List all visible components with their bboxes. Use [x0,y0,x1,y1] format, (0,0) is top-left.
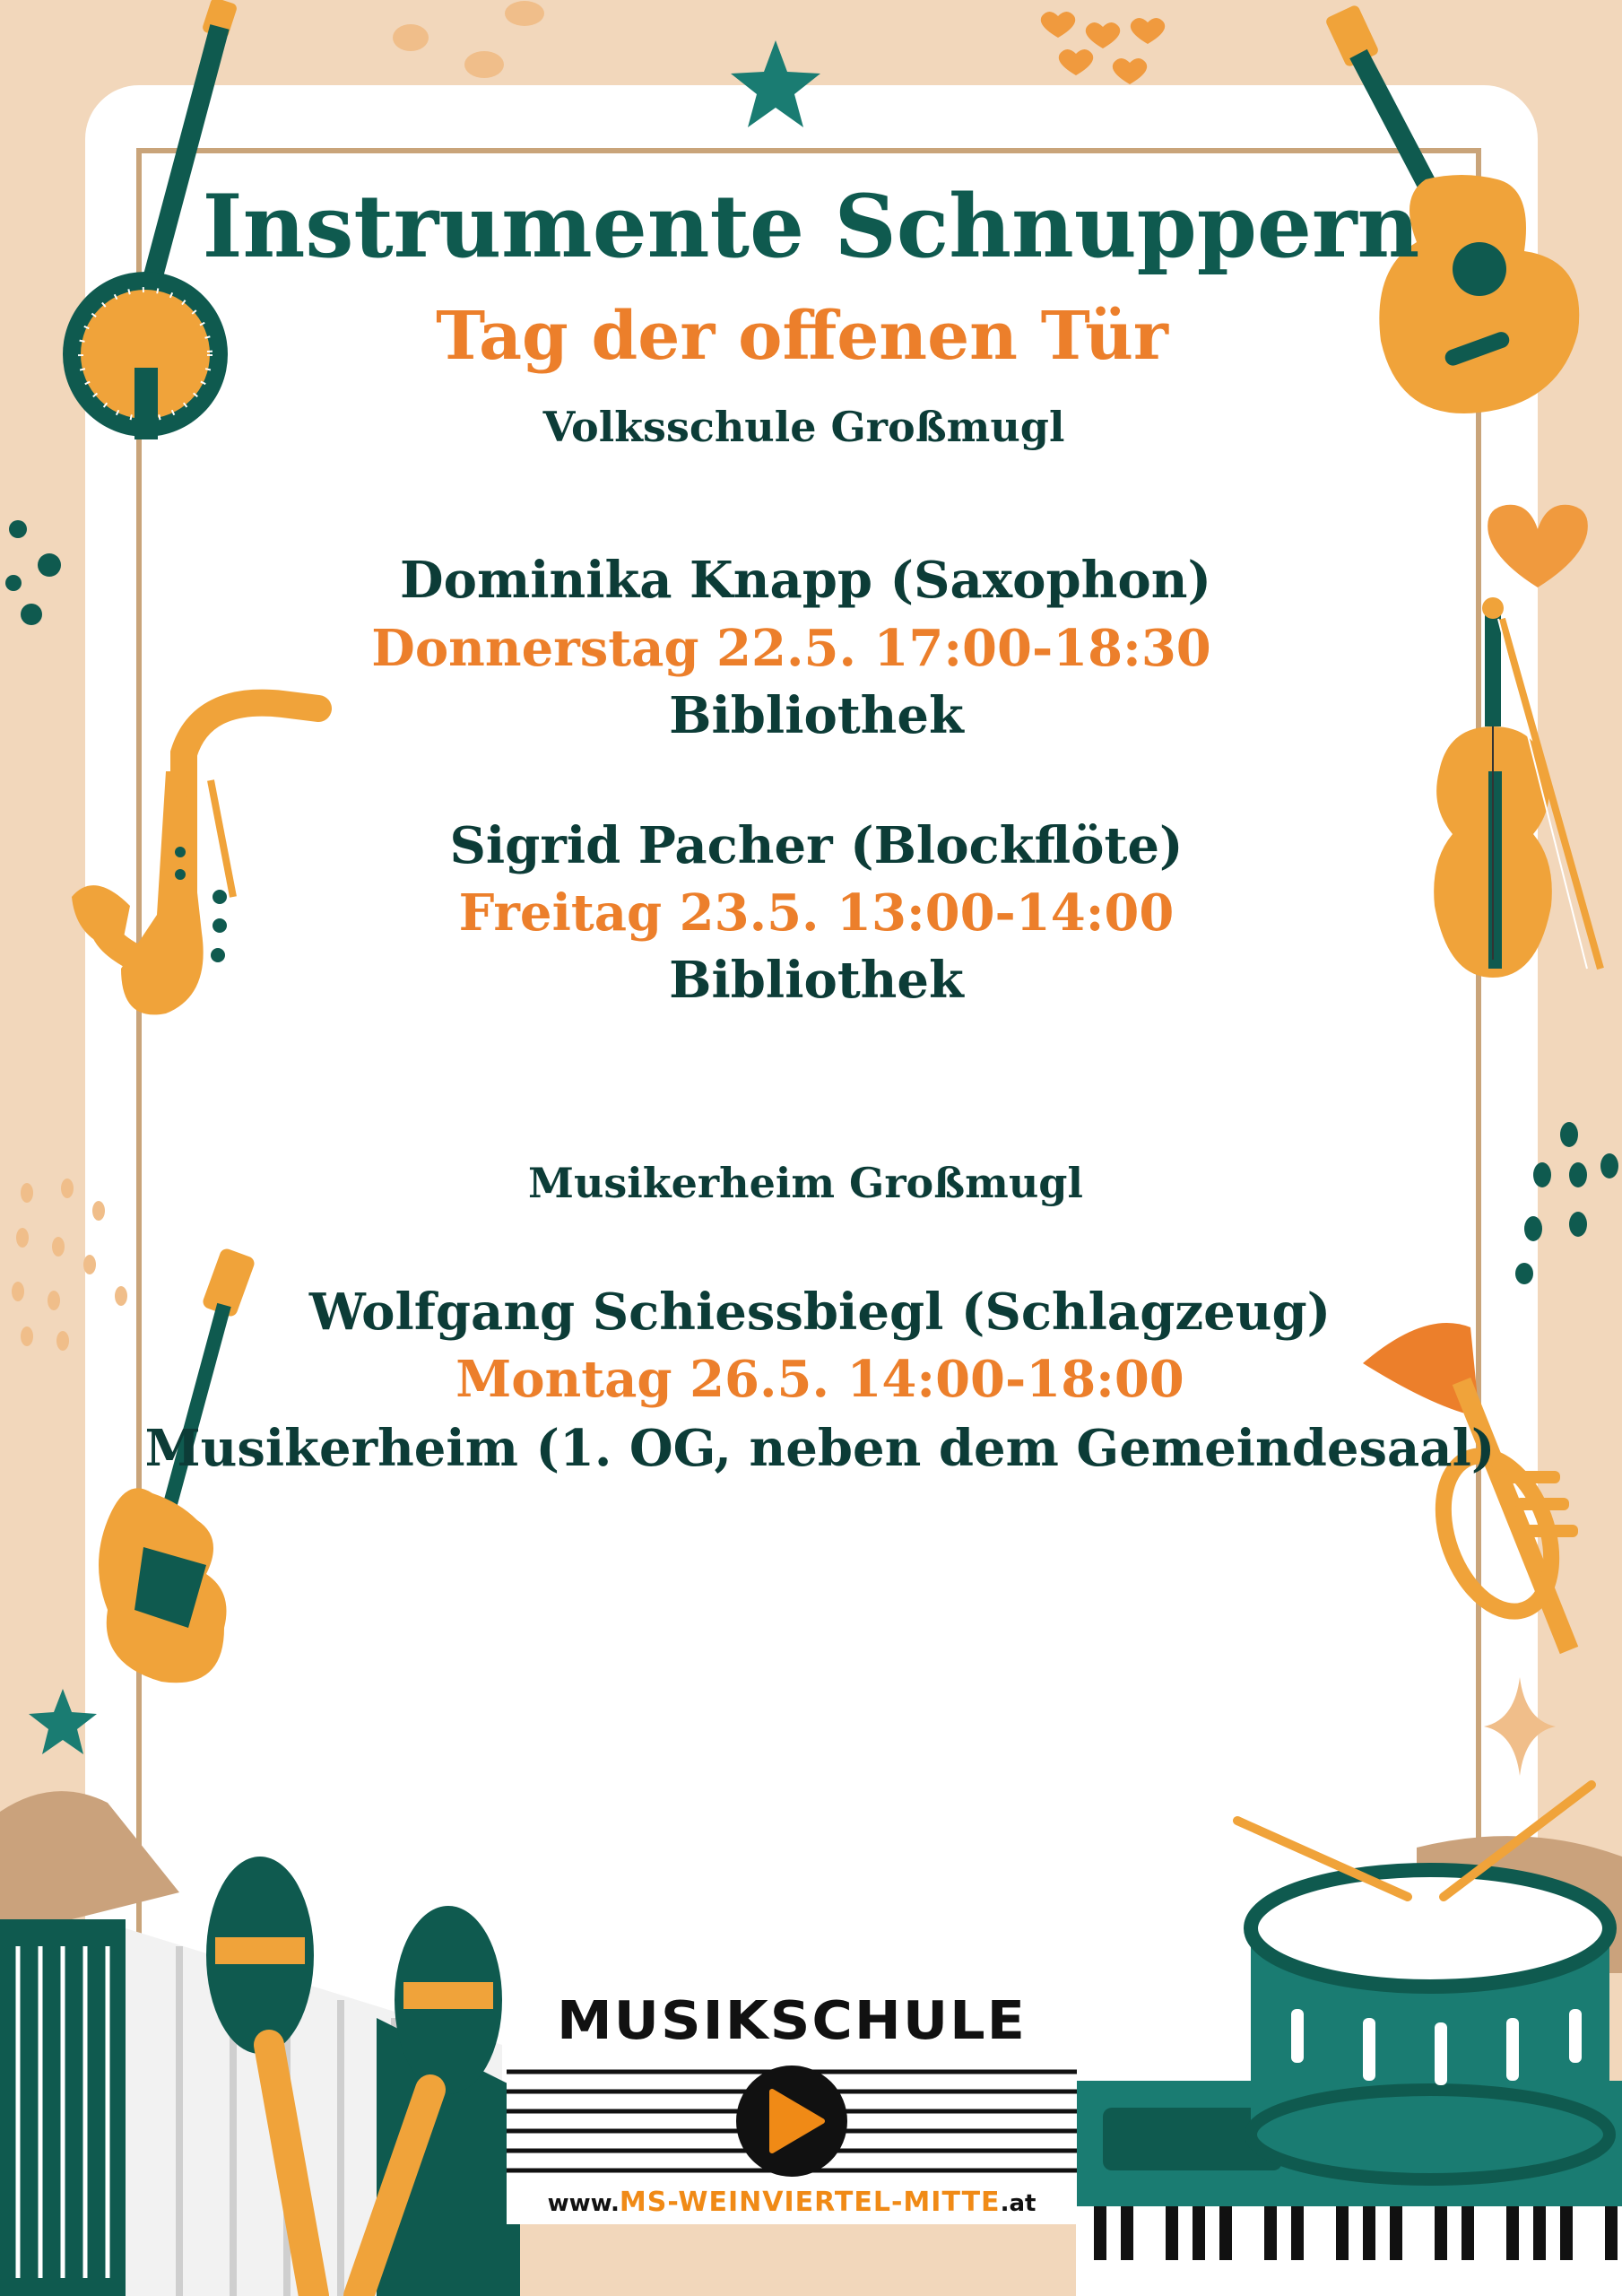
event-time: Montag 26.5. 14:00-18:00 [455,1350,1184,1409]
sparkle-icon [1484,1677,1556,1776]
event-time: Donnerstag 22.5. 17:00-18:30 [371,619,1211,678]
url-main: MS-WEINVIERTEL-MITTE [619,2187,1001,2218]
star-icon [27,1686,99,1758]
logo-wordmark: MUSIKSCHULE [556,1988,1028,2052]
logo-staff-lines [507,2063,1077,2179]
venue-heading: Musikerheim Großmugl [528,1159,1083,1207]
event-teacher: Wolfgang Schiessbiegl (Schlagzeug) [308,1283,1331,1342]
subtitle: Tag der offenen Tür [436,298,1168,375]
url-suffix: .at [1000,2190,1037,2217]
event-room: Bibliothek [669,951,964,1010]
venue-heading: Volksschule Großmugl [542,403,1065,451]
page-title: Instrumente Schnuppern [202,176,1420,277]
logo-url [507,2187,1077,2218]
event-room: Bibliothek [669,686,964,745]
event-time: Freitag 23.5. 13:00-14:00 [458,883,1175,943]
musikschule-logo [507,1982,1077,2224]
event-room: Musikerheim (1. OG, neben dem Gemeindesaal) [144,1419,1496,1478]
event-teacher: Sigrid Pacher (Blockflöte) [449,816,1184,875]
heart-icon [1040,0,1201,99]
url-prefix: www. [547,2190,620,2217]
event-teacher: Dominika Knapp (Saxophon) [400,551,1211,610]
star-icon [726,36,825,135]
